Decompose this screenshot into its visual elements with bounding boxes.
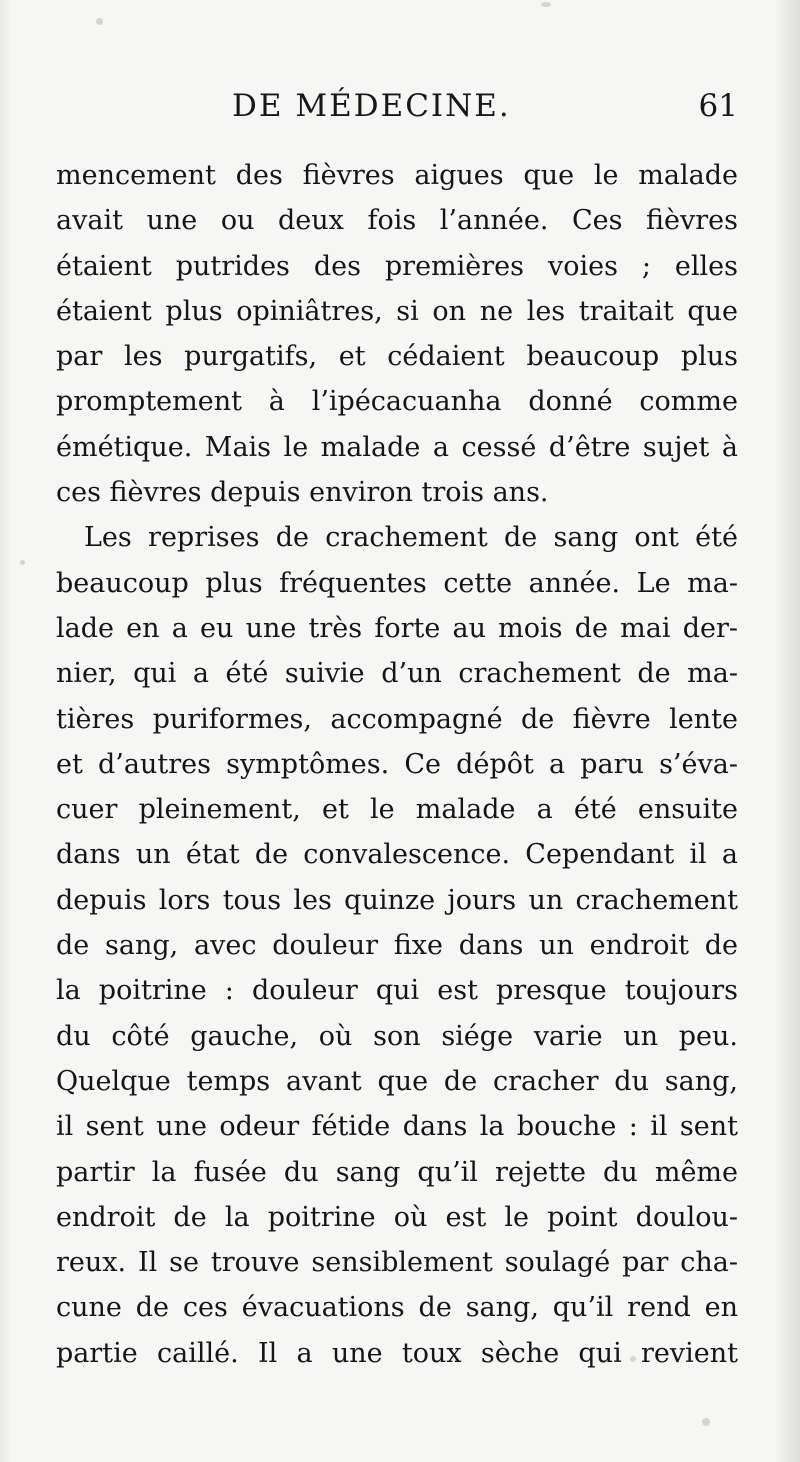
text-line: de sang, avec douleur fixe dans un endroit de (56, 930, 738, 962)
text-line: beaucoup plus fréquentes cette année. Le ma- (56, 567, 738, 599)
text-line: du côté gauche, où son siége varie un peu. (56, 1020, 738, 1052)
text-line: cuer pleinement, et le malade a été ensuite (56, 794, 738, 826)
text-line: mencement des fièvres aigues que le malade (56, 160, 738, 191)
text-line: ces fièvres depuis environ trois ans. (56, 477, 549, 509)
paragraph-first-line: Les reprises de crachement de sang ont été (84, 522, 738, 554)
text-line: nier, qui a été suivie d’un crachement de ma- (56, 658, 738, 690)
text-line: émétique. Mais le malade a cessé d’être sujet à (56, 431, 738, 463)
text-line: il sent une odeur fétide dans la bouche : il sent (56, 1111, 738, 1143)
text-line: et d’autres symptômes. Ce dépôt a paru s’éva- (56, 748, 738, 780)
running-head: DE MÉDECINE. (232, 88, 511, 124)
text-line: Quelque temps avant que de cracher du sang, (56, 1065, 738, 1097)
paper-speck (20, 560, 25, 565)
text-line: étaient plus opiniâtres, si on ne les traitait que (56, 295, 738, 327)
text-line: partie caillé. Il a une toux sèche qui revient (56, 1337, 738, 1369)
paper-speck (541, 2, 551, 7)
text-line: avait une ou deux fois l’année. Ces fièvres (56, 205, 738, 237)
paper-speck (96, 18, 103, 25)
text-line: tières puriformes, accompagné de fièvre lente (56, 703, 738, 735)
text-line: par les purgatifs, et cédaient beaucoup plus (56, 341, 738, 373)
text-line: promptement à l’ipécacuanha donné comme (56, 386, 738, 418)
text-line: reux. Il se trouve sensiblement soulagé par cha- (56, 1247, 738, 1279)
page-edge-shadow (774, 0, 800, 1462)
text-line: la poitrine : douleur qui est presque toujours (56, 975, 738, 1007)
text-line: étaient putrides des premières voies ; elles (56, 250, 738, 282)
text-line: endroit de la poitrine où est le point doulou- (56, 1201, 738, 1233)
text-line: depuis lors tous les quinze jours un crachement (56, 884, 738, 916)
paper-speck (702, 1418, 710, 1426)
text-line: partir la fusée du sang qu’il rejette du même (56, 1156, 738, 1188)
text-line: cune de ces évacuations de sang, qu’il rend en (56, 1292, 738, 1324)
page-header (56, 88, 738, 144)
text-line: lade en a eu une très forte au mois de mai der- (56, 612, 738, 644)
text-line: dans un état de convalescence. Cependant il a (56, 839, 738, 871)
page-left-shadow (0, 0, 12, 1462)
page-number: 61 (698, 88, 738, 124)
body-text (56, 153, 738, 1376)
